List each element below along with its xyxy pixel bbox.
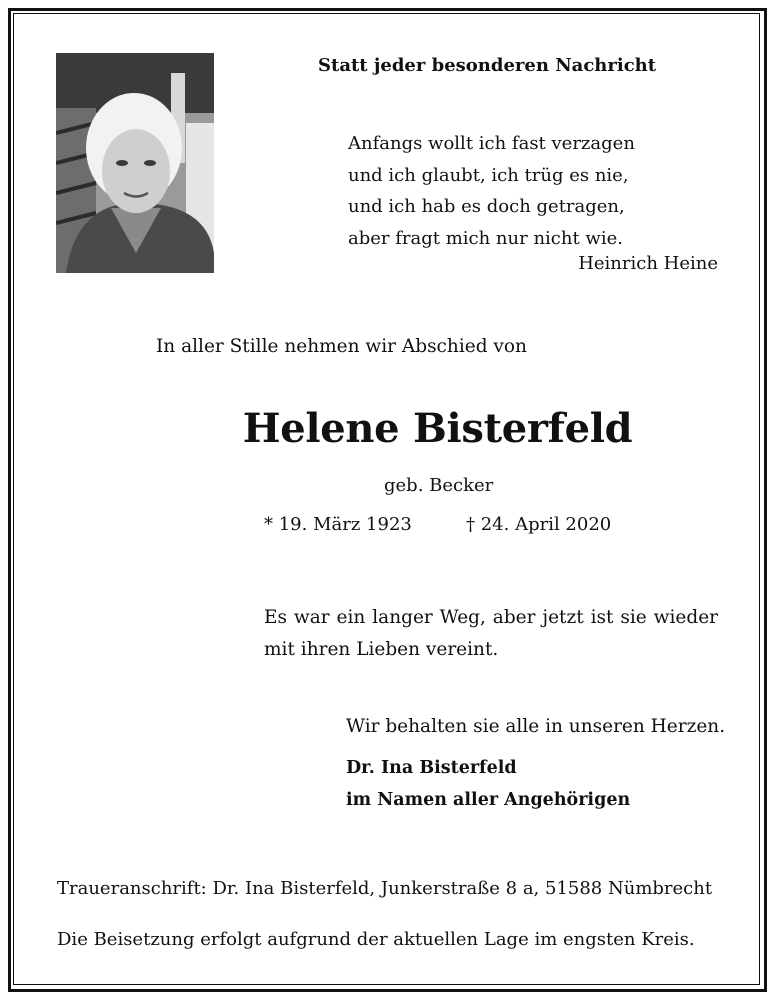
farewell-intro: In aller Stille nehmen wir Abschied von <box>156 336 527 357</box>
portrait-photo <box>56 53 214 273</box>
signature-name: Dr. Ina Bisterfeld <box>346 758 517 778</box>
poem <box>348 128 635 254</box>
poem-line: und ich hab es doch getragen, <box>348 196 625 217</box>
hearts-line: Wir behalten sie alle in unseren Herzen. <box>346 716 726 737</box>
poem-author: Heinrich Heine <box>578 253 718 274</box>
poem-line: aber fragt mich nur nicht wie. <box>348 227 623 249</box>
poem-line: Anfangs wollt ich fast verzagen <box>348 133 635 154</box>
signature-note: im Namen aller Angehörigen <box>346 790 631 810</box>
birth-date: * 19. März 1923 <box>264 514 412 535</box>
poem-line: und ich glaubt, ich trüg es nie, <box>348 164 629 186</box>
maiden-name: geb. Becker <box>384 475 494 496</box>
funeral-note: Die Beisetzung erfolgt aufgrund der aktuellen Lage im engsten Kreis. <box>57 929 695 950</box>
mourning-address: Traueranschrift: Dr. Ina Bisterfeld, Junkerstraße 8 a, 51588 Nümbrecht <box>57 878 713 899</box>
notice-heading: Statt jeder besonderen Nachricht <box>318 55 657 76</box>
deceased-name: Helene Bisterfeld <box>242 405 633 452</box>
memorial-verse: Es war ein langer Weg, aber jetzt ist sie wieder mit ihren Lieben vereint. <box>264 607 718 660</box>
death-date: † 24. April 2020 <box>466 514 612 535</box>
